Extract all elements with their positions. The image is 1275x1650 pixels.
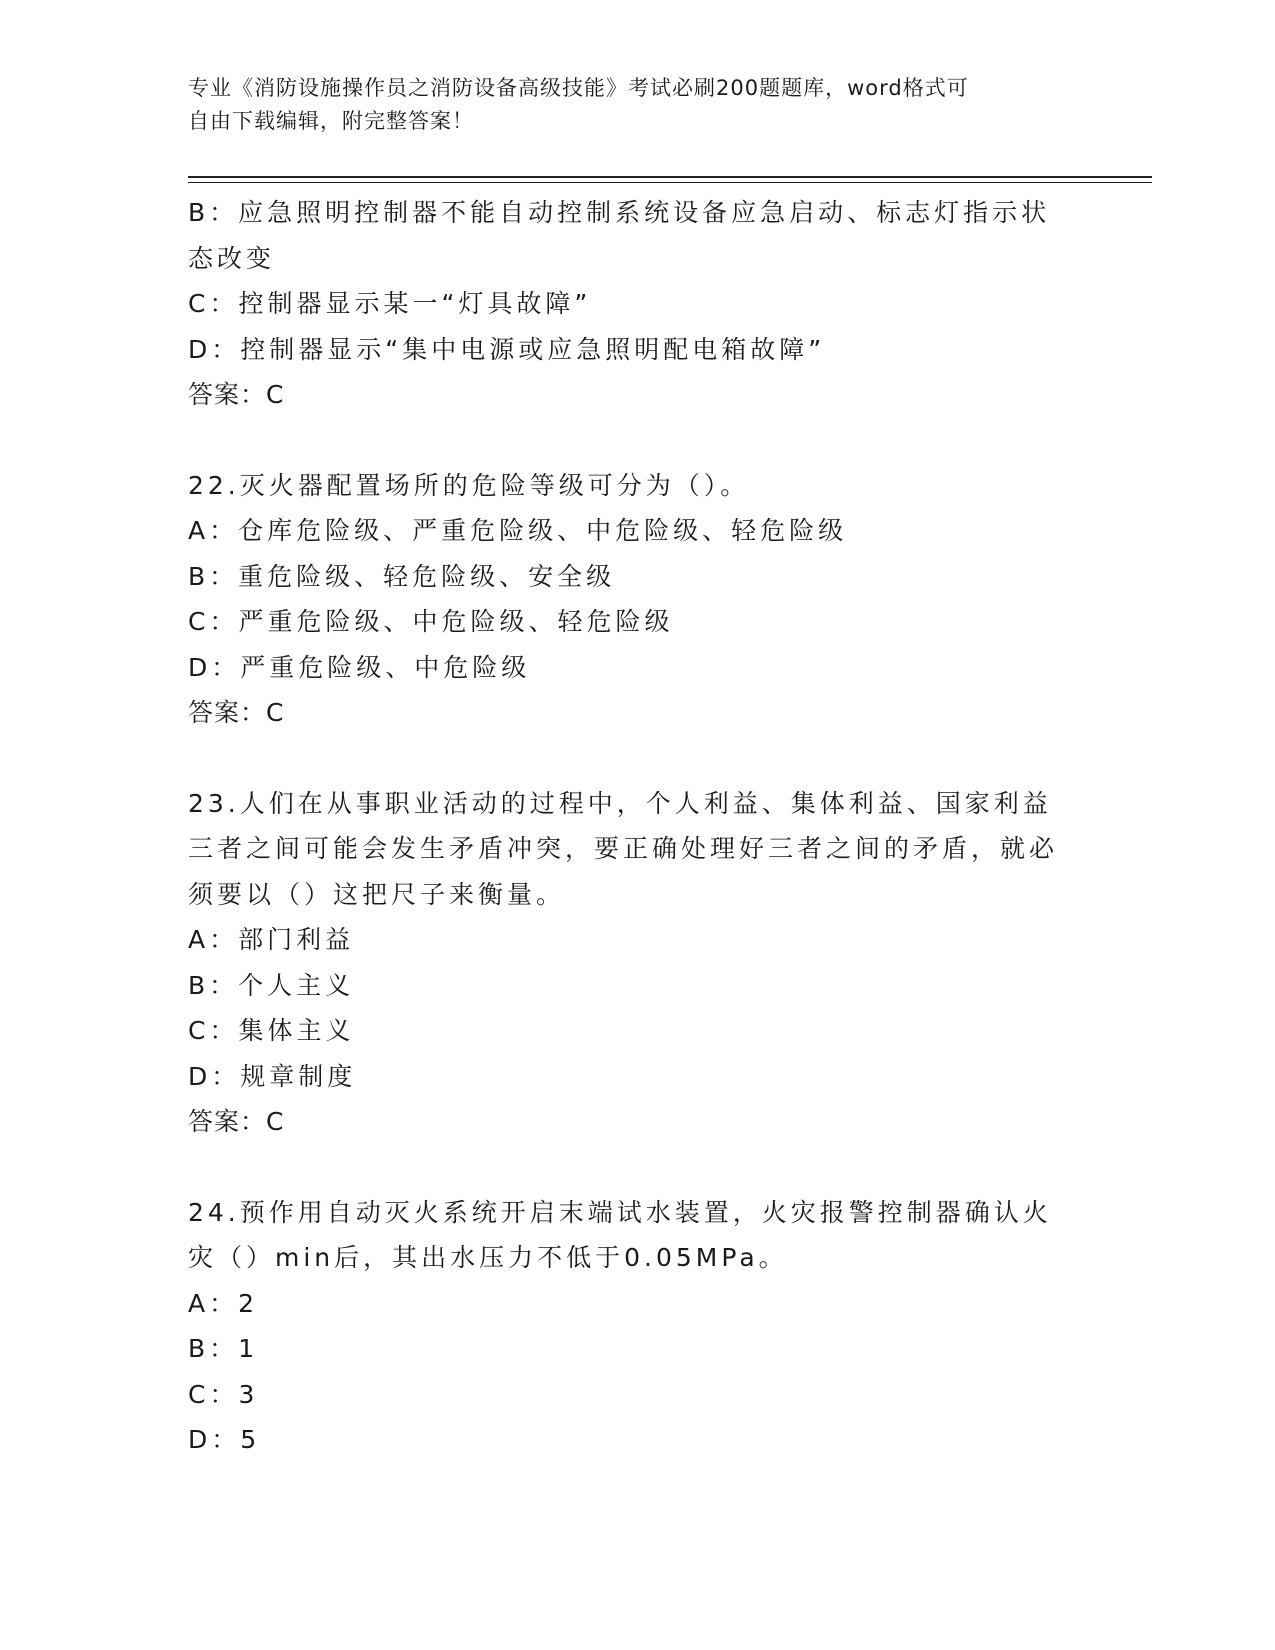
header-title-line-2: 自由下载编辑，附完整答案！ [188, 109, 474, 133]
option-d: D：5 [188, 1425, 261, 1454]
option-c: C：严重危险级、中危险级、轻危险级 [188, 607, 674, 636]
option-d: D：控制器显示“集中电源或应急照明配电箱故障” [188, 334, 826, 364]
option-c: C：控制器显示某一“灯具故障” [188, 289, 592, 318]
answer-text: 答案：C [188, 380, 285, 409]
option-c: C：集体主义 [188, 1016, 355, 1045]
option-a: A：部门利益 [188, 925, 355, 954]
option-b: B：个人主义 [188, 970, 355, 1000]
question-23 [188, 781, 1068, 1145]
option-d: D：规章制度 [188, 1061, 357, 1091]
option-c: C：3 [188, 1379, 259, 1409]
header-divider-thin [188, 182, 1152, 183]
header-divider-thick [188, 176, 1152, 178]
question-stem: 23.人们在从事职业活动的过程中，个人利益、集体利益、国家利益三者之间可能会发生矛盾冲突，要正确处理好三者之间的矛盾，就必须要以（）这把尺子来衡量。 [188, 788, 1059, 909]
question-stem: 24.预作用自动灭火系统开启末端试水装置，火灾报警控制器确认火灾（）min后，其出水压力不低于0.05MPa。 [188, 1197, 1052, 1272]
question-content [188, 190, 1068, 1463]
answer-text: 答案：C [188, 698, 285, 727]
question-24 [188, 1190, 1068, 1463]
answer-text: 答案：C [188, 1107, 285, 1136]
question-22 [188, 463, 1068, 736]
option-a: A：2 [188, 1288, 259, 1318]
document-header [188, 72, 1068, 138]
option-a: A：仓库危险级、严重危险级、中危险级、轻危险级 [188, 516, 848, 545]
option-b: B：重危险级、轻危险级、安全级 [188, 561, 616, 591]
option-b: B：应急照明控制器不能自动控制系统设备应急启动、标志灯指示状态改变 [188, 198, 1051, 273]
option-d: D：严重危险级、中危险级 [188, 652, 531, 682]
question-stem: 22.灭火器配置场所的危险等级可分为（）。 [188, 470, 750, 500]
option-b: B：1 [188, 1334, 259, 1363]
continued-question [188, 190, 1068, 418]
header-title-line-1: 专业《消防设施操作员之消防设备高级技能》考试必刷200题题库，word格式可 [188, 76, 969, 100]
